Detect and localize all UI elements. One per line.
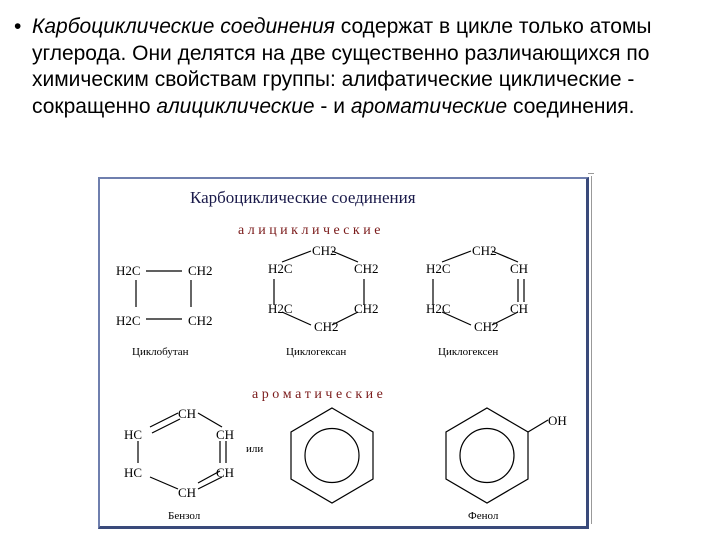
atom-hc: HC bbox=[124, 427, 143, 442]
side-divider bbox=[591, 176, 592, 524]
atom-ch: CH bbox=[510, 301, 529, 316]
atom-oh: OH bbox=[548, 413, 567, 428]
side-tick bbox=[588, 173, 594, 174]
carbocycle-figure bbox=[100, 179, 586, 526]
label-cyclobutane: Циклобутан bbox=[132, 346, 189, 358]
atom-h2c: H2C bbox=[116, 263, 141, 278]
atom-ch: CH bbox=[178, 485, 197, 500]
atom-ch: CH bbox=[178, 406, 197, 421]
atom-h2c: H2C bbox=[268, 301, 293, 316]
label-benzene: Бензол bbox=[168, 510, 201, 522]
atom-h2c: H2C bbox=[426, 301, 451, 316]
atom-ch2: CH2 bbox=[188, 313, 213, 328]
intro-seg3: соединения. bbox=[507, 94, 635, 118]
atom-hc: HC bbox=[124, 465, 143, 480]
atom-ch2: CH2 bbox=[472, 243, 497, 258]
atom-ch2: CH2 bbox=[474, 319, 499, 334]
intro-text bbox=[32, 14, 704, 120]
term-aromatic: ароматические bbox=[350, 94, 508, 118]
atom-ch: CH bbox=[510, 261, 529, 276]
atom-ch2: CH2 bbox=[314, 319, 339, 334]
intro-seg2: - и bbox=[314, 94, 351, 118]
figure-frame bbox=[98, 177, 589, 529]
label-cyclohexane: Циклогексан bbox=[286, 346, 347, 358]
atom-ch2: CH2 bbox=[354, 261, 379, 276]
figure-title: Карбоциклические соединения bbox=[190, 188, 416, 207]
label-phenol: Фенол bbox=[468, 510, 499, 522]
atom-h2c: H2C bbox=[426, 261, 451, 276]
atom-h2c: H2C bbox=[268, 261, 293, 276]
bullet: • bbox=[14, 15, 22, 38]
label-or: или bbox=[246, 443, 264, 455]
section-alicyclic: а л и ц и к л и ч е с к и е bbox=[238, 223, 381, 238]
label-cyclohexene: Циклогексен bbox=[438, 346, 499, 358]
atom-ch: CH bbox=[216, 465, 235, 480]
intro-seg1: содержат в цикле только атомы углерода. Они делятся на две существенно различающихся по химическим свойствам группы: алифатические циклические - сокращенно bbox=[32, 15, 652, 118]
atom-h2c: H2C bbox=[116, 313, 141, 328]
atom-ch: CH bbox=[216, 427, 235, 442]
atom-ch2: CH2 bbox=[354, 301, 379, 316]
section-aromatic: а р о м а т и ч е с к и е bbox=[252, 387, 383, 402]
term-alicyclic: алициклические bbox=[156, 94, 315, 118]
term-carbocyclic: Карбоциклические соединения bbox=[32, 15, 335, 38]
atom-ch2: CH2 bbox=[312, 243, 337, 258]
atom-ch2: CH2 bbox=[188, 263, 213, 278]
